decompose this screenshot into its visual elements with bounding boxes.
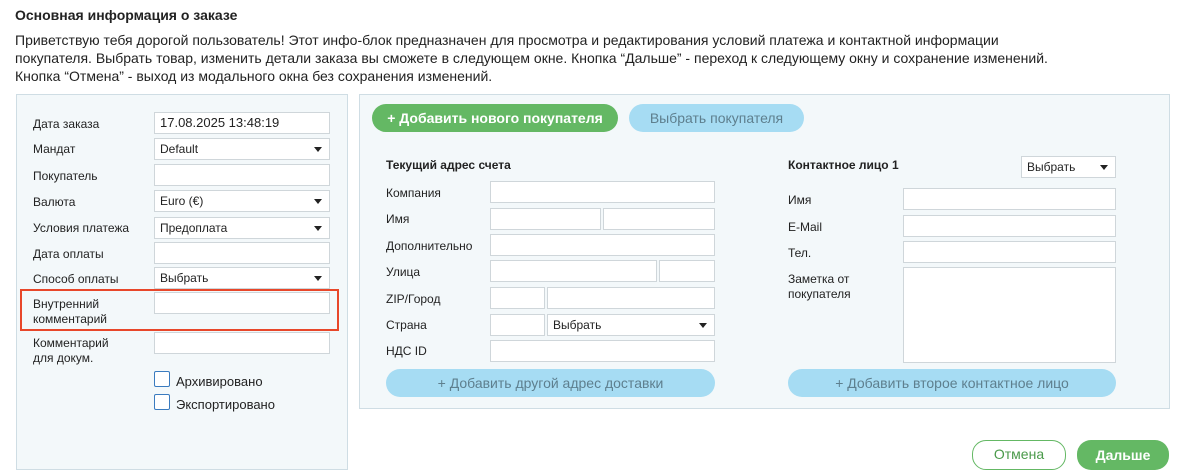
contact-name-label: Имя (788, 193, 812, 207)
select-buyer-button[interactable]: Выбрать покупателя (629, 104, 804, 132)
contact-phone-label: Тел. (788, 246, 812, 260)
chevron-down-icon (314, 147, 322, 152)
add-contact-person-button[interactable]: + Добавить второе контактное лицо (788, 369, 1116, 397)
contact-person-heading: Контактное лицо 1 (788, 158, 899, 172)
buyer-note-label-line: Заметка от (788, 272, 850, 286)
currency-value: Euro (€) (160, 194, 204, 208)
buyer-input[interactable] (154, 164, 330, 186)
additional-input[interactable] (490, 234, 715, 256)
contact-name-input[interactable] (903, 188, 1116, 210)
country-label: Страна (386, 318, 427, 332)
chevron-down-icon (314, 226, 322, 231)
buyer-label: Покупатель (33, 169, 98, 183)
payment-terms-select[interactable] (154, 217, 330, 239)
payment-method-select[interactable] (154, 267, 330, 289)
intro-line: Кнопка “Отмена” - выход из модального окна без сохранения изменений. (15, 68, 493, 84)
contact-select[interactable] (1021, 156, 1116, 178)
buyer-note-textarea[interactable] (903, 267, 1116, 363)
currency-label: Валюта (33, 195, 76, 209)
intro-line: покупателя. Выбрать товар, изменить детали заказа вы сможете в следующем окне. Кнопка “Дальше” - переход к следующему окну и сохранение изменений. (15, 50, 1048, 66)
city-input[interactable] (547, 287, 715, 309)
archived-label: Архивировано (176, 374, 263, 389)
street-input[interactable] (490, 260, 657, 282)
doc-comment-label (33, 336, 109, 366)
doc-comment-input[interactable] (154, 332, 330, 354)
archived-checkbox[interactable] (154, 371, 170, 387)
payment-terms-value: Предоплата (160, 221, 228, 235)
payment-date-input[interactable] (154, 242, 330, 264)
exported-checkbox[interactable] (154, 394, 170, 410)
internal-comment-label-line: Внутренний (33, 297, 100, 311)
contact-select-value: Выбрать (1027, 160, 1076, 174)
exported-label: Экспортировано (176, 397, 275, 412)
intro-line: Приветствую тебя дорогой пользователь! Этот инфо-блок предназначен для просмотра и редактирования условий платежа и контактной информации (15, 32, 999, 48)
payment-method-label: Способ оплаты (33, 272, 119, 286)
mandate-value: Default (160, 142, 199, 156)
cancel-button[interactable]: Отмена (972, 440, 1066, 470)
chevron-down-icon (314, 276, 322, 281)
doc-comment-label-line: Комментарий (33, 336, 109, 350)
chevron-down-icon (314, 199, 322, 204)
vat-label: НДС ID (386, 344, 427, 358)
street-label: Улица (386, 265, 421, 279)
payment-date-label: Дата оплаты (33, 247, 104, 261)
internal-comment-label-line: комментарий (33, 312, 107, 326)
last-name-input[interactable] (603, 208, 715, 230)
payment-method-value: Выбрать (160, 271, 209, 285)
mandate-select[interactable] (154, 138, 330, 160)
company-input[interactable] (490, 181, 715, 203)
payment-terms-label: Условия платежа (33, 221, 130, 235)
highlight-frame (20, 289, 339, 331)
company-label: Компания (386, 186, 441, 200)
zip-input[interactable] (490, 287, 545, 309)
buyer-note-label-line: покупателя (788, 287, 851, 301)
intro-text (15, 31, 1185, 85)
chevron-down-icon (699, 323, 707, 328)
order-date-input[interactable]: 17.08.2025 13:48:19 (154, 112, 330, 134)
order-date-label: Дата заказа (33, 117, 100, 131)
currency-select[interactable] (154, 190, 330, 212)
house-number-input[interactable] (659, 260, 715, 282)
doc-comment-label-line: для докум. (33, 351, 94, 365)
next-button[interactable]: Дальше (1077, 440, 1169, 470)
contact-email-label: E-Mail (788, 220, 823, 234)
billing-address-heading: Текущий адрес счета (386, 158, 511, 172)
contact-email-input[interactable] (903, 215, 1116, 237)
first-name-input[interactable] (490, 208, 601, 230)
country-value: Выбрать (553, 318, 602, 332)
zip-city-label: ZIP/Город (386, 292, 441, 306)
vat-input[interactable] (490, 340, 715, 362)
mandate-label: Мандат (33, 142, 76, 156)
page-title: Основная информация о заказе (15, 7, 238, 23)
country-code-input[interactable] (490, 314, 545, 336)
country-select[interactable] (547, 314, 715, 336)
contact-phone-input[interactable] (903, 241, 1116, 263)
chevron-down-icon (1100, 165, 1108, 170)
name-label: Имя (386, 212, 410, 226)
additional-label: Дополнительно (386, 239, 473, 253)
buyer-note-label (788, 272, 851, 302)
add-shipping-address-button[interactable]: + Добавить другой адрес доставки (386, 369, 715, 397)
add-buyer-button[interactable]: + Добавить нового покупателя (372, 104, 618, 132)
